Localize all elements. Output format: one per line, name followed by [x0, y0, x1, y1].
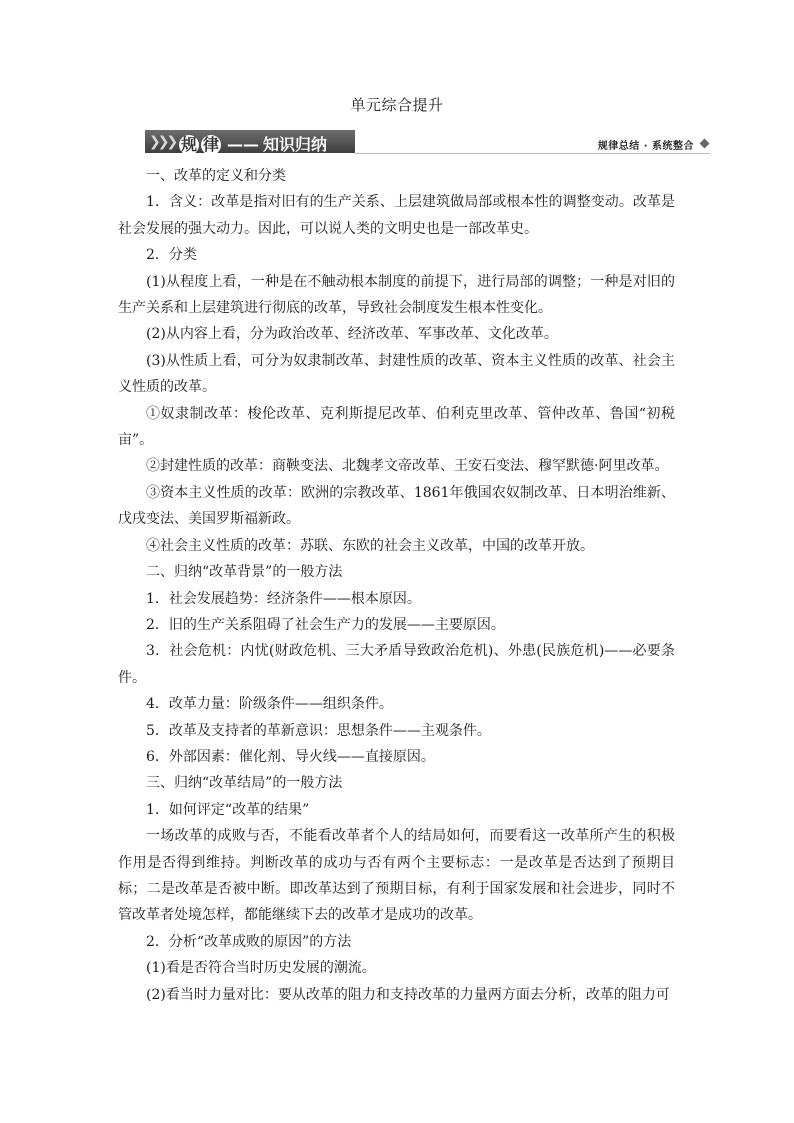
banner-char-1: 规 [180, 135, 197, 154]
paragraph: 1．社会发展趋势：经济条件——根本原因。 [146, 590, 421, 607]
paragraph: 4．改革力量：阶级条件——组织条件。 [146, 696, 393, 713]
paragraph: ①奴隶制改革：梭伦改革、克利斯提尼改革、伯利克里改革、管仲改革、鲁国“初税亩”。 [118, 405, 675, 449]
paragraph: 2．分析“改革成败的原因”的方法 [146, 933, 352, 950]
paragraph: 3．社会危机：内忧(财政危机、三大矛盾导致政治危机)、外患(民族危机)——必要条件。 [118, 643, 675, 686]
banner-dash: —— [227, 135, 259, 154]
paragraph: 2．旧的生产关系阻碍了社会生产力的发展——主要原因。 [146, 616, 505, 633]
paragraph: ④社会主义性质的改革：苏联、东欧的社会主义改革，中国的改革开放。 [146, 537, 594, 554]
paragraph: 6．外部因素：催化剂、导火线——直接原因。 [146, 748, 435, 765]
page-title: 单元综合提升 [350, 96, 444, 114]
paragraph: 1．含义：改革是指对旧有的生产关系、上层建筑做局部或根本性的调整变动。改革是社会发展的强大动力。因此，可以说人类的文明史也是一部改革史。 [118, 194, 675, 237]
section-banner [145, 124, 710, 156]
diamond-icon [700, 139, 710, 149]
body-content [118, 163, 675, 1008]
paragraph: (1)看是否符合当时历史发展的潮流。 [146, 960, 376, 977]
paragraph: 5．改革及支持者的革新意识：思想条件——主观条件。 [146, 722, 491, 739]
paragraph: (2)看当时力量对比：要从改革的阻力和支持改革的力量两方面去分析，改革的阻力可 [146, 986, 670, 1003]
paragraph: 2．分类 [146, 247, 197, 264]
chevron-right-icon: ❯❯❯ [149, 134, 176, 150]
paragraph: 一场改革的成败与否，不能看改革者个人的结局如何，而要看这一改革所产生的积极作用是否得到维持。判断改革的成功与否有两个主要标志：一是改革是否达到了预期目标；二是改革是否被中断。即改革达到了预期目标，有利于国家发展和社会进步，同时不管改革者处境怎样，都能继续下去的改革才是成功的改革。 [118, 828, 675, 924]
paragraph: (1)从程度上看，一种是在不触动根本制度的前提下，进行局部的调整；一种是对旧的生产关系和上层建筑进行彻底的改革，导致社会制度发生根本性变化。 [118, 273, 675, 317]
paragraph: ③资本主义性质的改革：欧洲的宗教改革、1861年俄国农奴制改革、日本明治维新、戊戌变法、美国罗斯福新政。 [118, 484, 675, 528]
banner-rule [355, 153, 710, 154]
banner-char-2: 律 [202, 135, 219, 154]
banner-text: 知识归纳 [263, 135, 328, 154]
heading-3: 三、归纳“改革结局”的一般方法 [146, 775, 343, 792]
heading-2: 二、归纳“改革背景”的一般方法 [146, 564, 343, 581]
paragraph: ②封建性质的改革：商鞅变法、北魏孝文帝改革、王安石变法、穆罕默德·阿里改革。 [146, 458, 669, 475]
banner-heading [179, 132, 327, 155]
banner-subtitle: 规律总结 · 系统整合 [597, 141, 694, 152]
paragraph: (2)从内容上看，分为政治改革、经济改革、军事改革、文化改革。 [146, 326, 558, 343]
heading-1: 一、改革的定义和分类 [146, 168, 286, 184]
paragraph: 1．如何评定“改革的结果” [146, 801, 310, 818]
paragraph: (3)从性质上看，可分为奴隶制改革、封建性质的改革、资本主义性质的改革、社会主义性质的改革。 [118, 352, 675, 396]
